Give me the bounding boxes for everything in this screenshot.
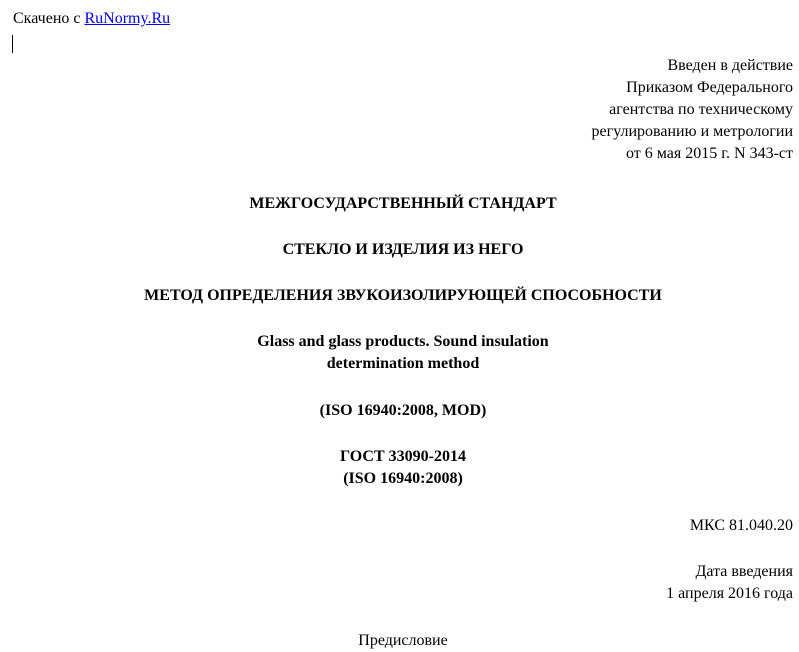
iso-reference: (ISO 16940:2008) (343, 470, 463, 487)
method-heading: МЕТОД ОПРЕДЕЛЕНИЯ ЗВУКОИЗОЛИРУЮЩЕЙ СПОСОБНОСТИ (144, 287, 662, 304)
approval-line: Введен в действие (667, 57, 793, 74)
english-title (0, 331, 799, 375)
approval-line: регулированию и метрологии (591, 123, 793, 140)
approval-line: агентства по техническому (609, 101, 793, 118)
introduction-label: Дата введения (695, 563, 793, 580)
approval-line: от 6 мая 2015 г. N 343-ст (626, 145, 793, 162)
gost-number: ГОСТ 33090-2014 (340, 448, 466, 465)
source-prefix: Скачено с (13, 10, 85, 27)
source-link[interactable]: RuNormy.Ru (84, 10, 171, 27)
approval-line: Приказом Федерального (626, 79, 793, 96)
approval-block (373, 55, 793, 165)
mks-code: МКС 81.040.20 (689, 517, 793, 534)
introduction-date-block (666, 561, 793, 605)
text-cursor (12, 35, 13, 53)
iso-mod-reference: (ISO 16940:2008, MOD) (319, 402, 487, 419)
introduction-date: 1 апреля 2016 года (666, 585, 793, 602)
subject-heading: СТЕКЛО И ИЗДЕЛИЯ ИЗ НЕГО (282, 241, 524, 258)
english-title-line: Glass and glass products. Sound insulation (257, 333, 549, 350)
standard-type-heading: МЕЖГОСУДАРСТВЕННЫЙ СТАНДАРТ (249, 195, 557, 212)
source-line (13, 9, 170, 29)
english-title-line: determination method (326, 355, 480, 372)
preface-heading: Предисловие (358, 632, 448, 649)
gost-designation (0, 446, 799, 490)
